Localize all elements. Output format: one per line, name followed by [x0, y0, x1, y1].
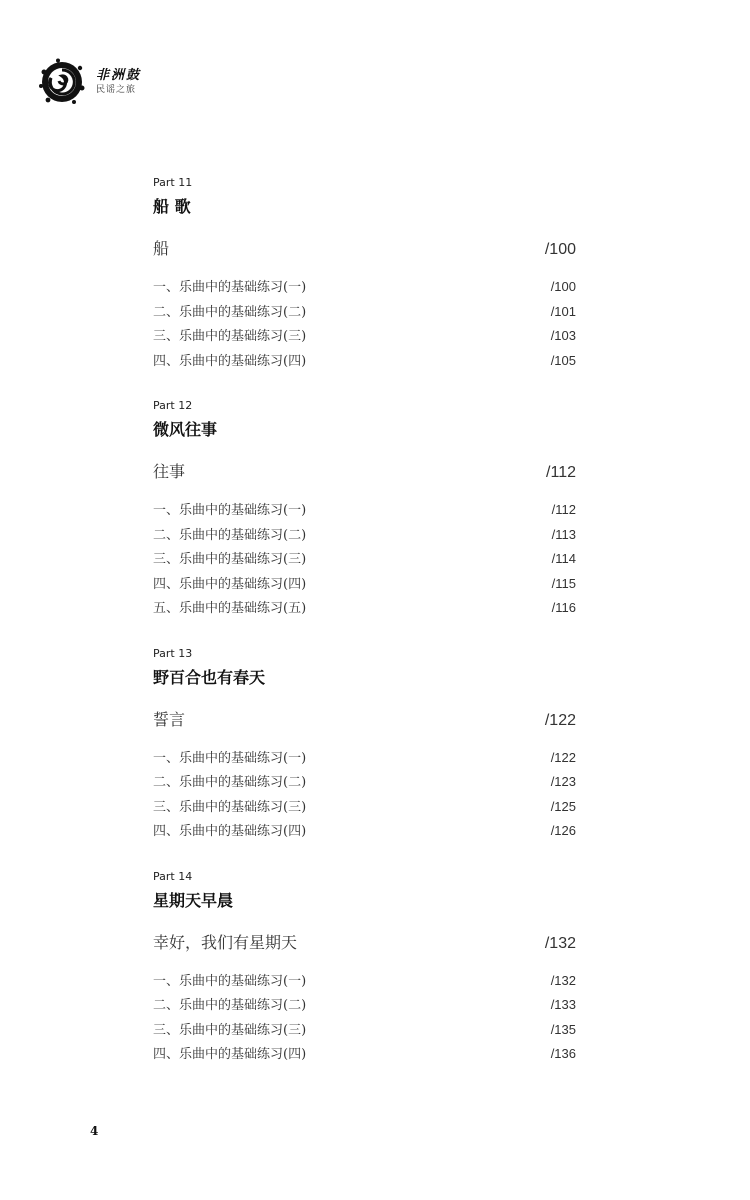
part-title: 船 歌: [153, 197, 191, 216]
toc-item-page-number: /103: [550, 328, 576, 343]
toc-part: [153, 647, 576, 845]
book-logo: [38, 58, 141, 106]
chapter-page-number: /132: [544, 934, 576, 952]
toc-item[interactable]: [153, 548, 576, 573]
toc-item[interactable]: [153, 1043, 576, 1068]
toc-item[interactable]: [153, 499, 576, 524]
chapter-title: 往事: [153, 462, 186, 481]
toc-item-list: [153, 747, 576, 845]
toc-item-page-number: /114: [551, 551, 576, 566]
toc-item-page-number: /115: [551, 575, 576, 591]
toc-item-title: 五、乐曲中的基础练习(五): [153, 601, 307, 616]
toc-item-page-number: /100: [550, 279, 576, 294]
table-of-contents: [153, 176, 576, 1093]
toc-item-title: 二、乐曲中的基础练习(二): [153, 304, 307, 320]
chapter-entry[interactable]: [153, 459, 576, 485]
toc-item[interactable]: [153, 771, 576, 796]
chapter-entry[interactable]: [153, 930, 576, 956]
toc-item[interactable]: [153, 573, 576, 598]
chapter-title: 船: [153, 239, 170, 258]
drum-swirl-logo-icon: [38, 58, 86, 106]
toc-item-title: 四、乐曲中的基础练习(四): [153, 353, 307, 369]
toc-item[interactable]: [153, 597, 576, 622]
chapter-page-number: /122: [544, 711, 576, 729]
toc-item[interactable]: [153, 747, 576, 772]
toc-item-page-number: /136: [550, 1046, 576, 1061]
toc-item-page-number: /125: [550, 798, 576, 814]
toc-item-title: 四、乐曲中的基础练习(四): [153, 1047, 307, 1062]
toc-item-title: 四、乐曲中的基础练习(四): [153, 824, 307, 839]
toc-part: [153, 176, 576, 374]
toc-item-page-number: /123: [550, 774, 576, 789]
toc-item-page-number: /126: [550, 823, 576, 838]
logo-title: 非洲鼓: [96, 68, 142, 83]
part-label: Part 14: [153, 869, 193, 883]
chapter-page-number: /100: [544, 241, 576, 258]
toc-item-page-number: /116: [551, 600, 576, 615]
toc-item-title: 四、乐曲中的基础练习(四): [153, 576, 307, 592]
toc-item[interactable]: [153, 350, 576, 375]
toc-item-page-number: /122: [550, 749, 576, 765]
chapter-title: 誓言: [153, 709, 186, 729]
toc-part: [153, 399, 576, 622]
part-title: 野百合也有春天: [153, 667, 266, 687]
toc-item-list: [153, 499, 576, 622]
chapter-entry[interactable]: [153, 236, 576, 262]
toc-item-list: [153, 970, 576, 1068]
logo-subtitle: 民谣之旅: [96, 85, 137, 95]
toc-item-title: 三、乐曲中的基础练习(三): [153, 799, 307, 815]
toc-item-page-number: /113: [551, 526, 576, 542]
toc-item-page-number: /132: [550, 972, 576, 988]
page-number: 4: [90, 1124, 99, 1138]
toc-item-list: [153, 276, 576, 374]
toc-item-title: 一、乐曲中的基础练习(一): [153, 750, 307, 766]
chapter-title: 幸好，我们有星期天: [153, 932, 298, 952]
toc-item-page-number: /105: [550, 352, 576, 368]
toc-item[interactable]: [153, 970, 576, 995]
chapter-entry[interactable]: [153, 707, 576, 733]
part-title: 星期天早晨: [153, 890, 234, 910]
toc-item[interactable]: [153, 1019, 576, 1044]
toc-item-title: 三、乐曲中的基础练习(三): [153, 329, 307, 344]
toc-item-page-number: /133: [550, 997, 576, 1012]
toc-item-page-number: /112: [551, 502, 576, 517]
toc-item[interactable]: [153, 820, 576, 845]
toc-item-title: 二、乐曲中的基础练习(二): [153, 998, 307, 1013]
part-title: 微风往事: [153, 420, 218, 439]
toc-item[interactable]: [153, 524, 576, 549]
toc-item-page-number: /135: [550, 1021, 576, 1037]
part-label: Part 11: [153, 176, 193, 189]
toc-item[interactable]: [153, 301, 576, 326]
toc-item-page-number: /101: [550, 303, 576, 319]
toc-item-title: 一、乐曲中的基础练习(一): [153, 973, 307, 989]
toc-item[interactable]: [153, 796, 576, 821]
toc-item[interactable]: [153, 325, 576, 350]
chapter-page-number: /112: [546, 464, 576, 481]
toc-item-title: 一、乐曲中的基础练习(一): [153, 280, 307, 295]
toc-item-title: 一、乐曲中的基础练习(一): [153, 503, 307, 518]
part-label: Part 12: [153, 399, 193, 412]
toc-item-title: 二、乐曲中的基础练习(二): [153, 527, 307, 543]
toc-item-title: 三、乐曲中的基础练习(三): [153, 552, 307, 567]
part-label: Part 13: [153, 646, 193, 660]
toc-item-title: 二、乐曲中的基础练习(二): [153, 775, 307, 790]
toc-item[interactable]: [153, 276, 576, 301]
toc-part: [153, 870, 576, 1068]
toc-item-title: 三、乐曲中的基础练习(三): [153, 1022, 307, 1038]
toc-item[interactable]: [153, 994, 576, 1019]
